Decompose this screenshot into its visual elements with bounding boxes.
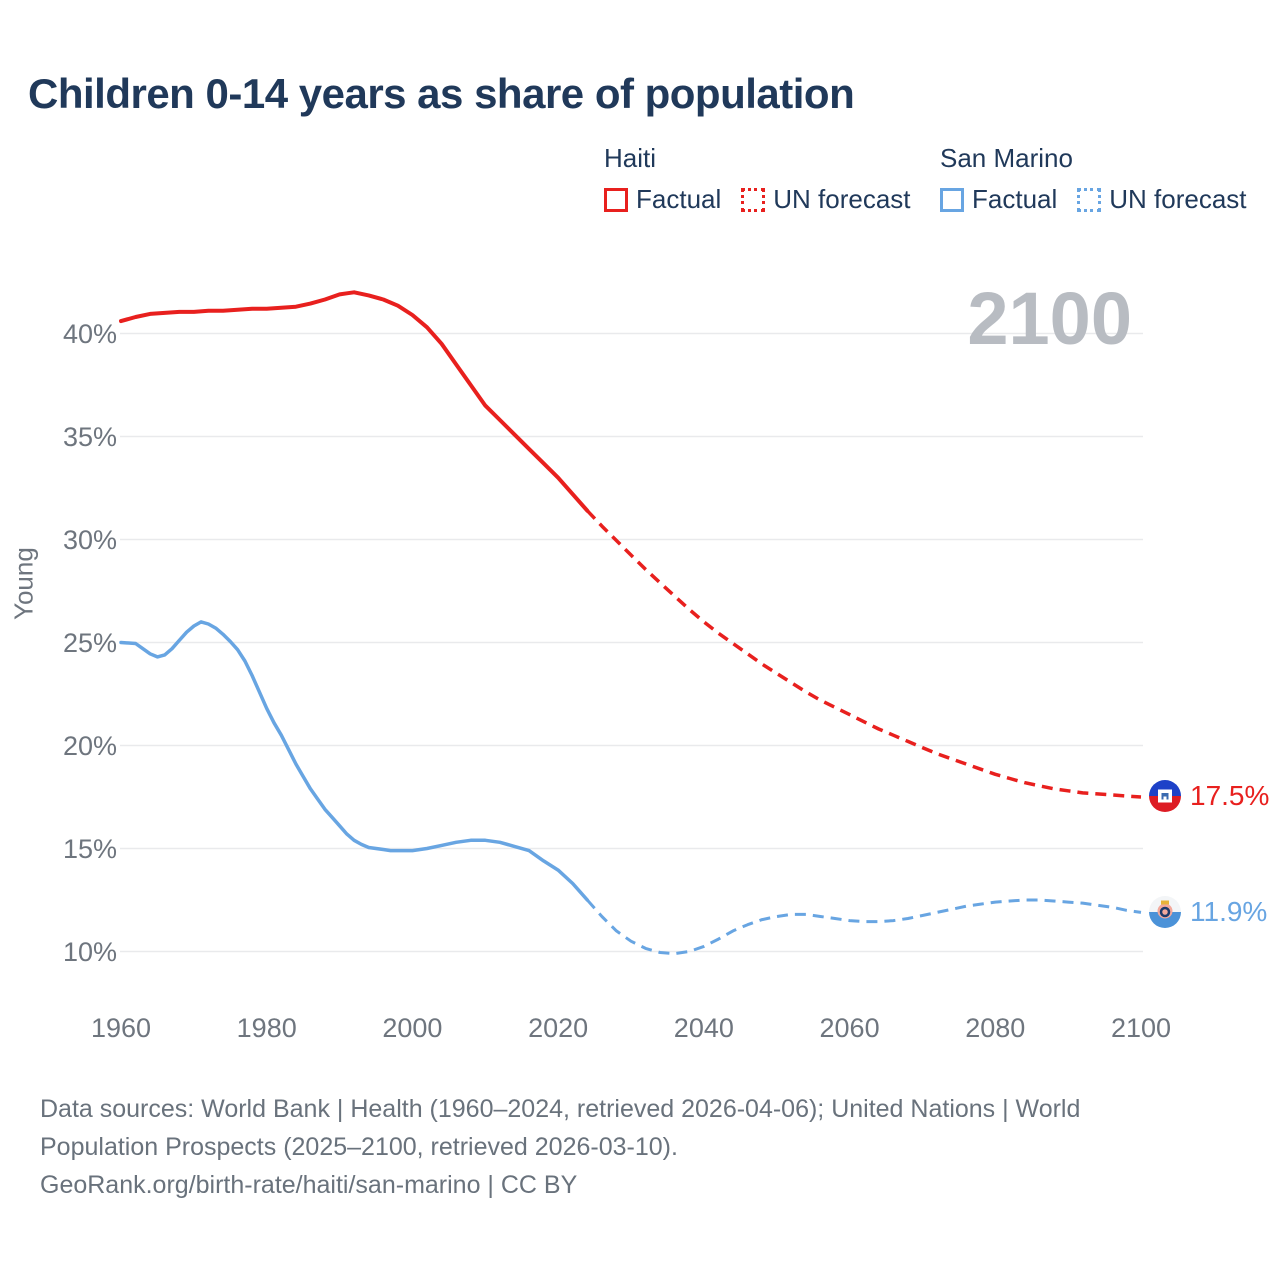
haiti-end-value-label: 17.5% — [1190, 780, 1270, 811]
series-san-marino-un-forecast — [587, 900, 1141, 954]
y-tick-label: 20% — [62, 730, 117, 761]
san-marino-factual-swatch-icon — [940, 188, 964, 212]
series-haiti-factual — [121, 292, 587, 510]
san-marino-flag-icon — [1149, 896, 1181, 928]
footer-line-3: GeoRank.org/birth-rate/haiti/san-marino | CC BY — [40, 1171, 578, 1199]
legend-row-san-marino — [940, 184, 1247, 215]
y-tick-label: 25% — [62, 627, 117, 658]
x-tick-label: 1980 — [236, 1013, 297, 1043]
watermark-year: 2100 — [967, 277, 1132, 360]
y-tick-label: 15% — [62, 833, 117, 864]
y-tick-label: 10% — [62, 936, 117, 967]
y-tick-label: 40% — [62, 318, 117, 349]
haiti-forecast-swatch-icon — [741, 188, 765, 212]
chart-page: Children 0-14 years as share of population 2100 Haiti Factual UN forecast San Marino Factual UN forecast Young 40% 35% 30% 25% 20% 15% 10% 1960 1980 2000 2020 2040 2060 2080 2100 17.5% 11.9% Data sources: World Bank | Health (1960–2024, retrieved 2026-04-06); United Nations | World Population Prospects (2025–2100, retrieved 2026-03-10). GeoRank.org/birth-rate/haiti/san-marino | CC BY — [0, 0, 1280, 1280]
haiti-forecast-label: UN forecast — [773, 184, 911, 214]
x-tick-label: 2080 — [965, 1013, 1026, 1043]
san-marino-forecast-swatch-icon — [1077, 188, 1101, 212]
y-tick-label: 30% — [62, 524, 117, 555]
legend-group-haiti: Haiti — [604, 143, 657, 173]
san-marino-end-value-label: 11.9% — [1190, 896, 1268, 927]
series-lines — [121, 292, 1141, 953]
x-tick-label: 2100 — [1110, 1013, 1172, 1043]
series-haiti-un-forecast — [587, 511, 1141, 797]
haiti-factual-swatch-icon — [604, 188, 628, 212]
san-marino-forecast-label: UN forecast — [1109, 184, 1247, 214]
haiti-factual-label: Factual — [636, 184, 722, 214]
legend-row-haiti — [604, 184, 911, 215]
gridlines — [120, 334, 1143, 952]
x-tick-label: 2040 — [673, 1013, 734, 1043]
legend-group-san-marino: San Marino — [940, 143, 1073, 173]
x-tick-label: 1960 — [90, 1013, 152, 1043]
footer-line-1: Data sources: World Bank | Health (1960–2024, retrieved 2026-04-06); United Nations | World — [40, 1095, 1081, 1123]
y-tick-label: 35% — [62, 421, 117, 452]
x-tick-label: 2060 — [819, 1013, 880, 1043]
series-san-marino-factual — [121, 622, 587, 900]
footer-line-2: Population Prospects (2025–2100, retrieved 2026-03-10). — [40, 1133, 678, 1161]
x-tick-label: 2020 — [528, 1013, 589, 1043]
haiti-flag-icon — [1149, 780, 1181, 812]
page-title: Children 0-14 years as share of population — [28, 70, 855, 117]
x-tick-label: 2000 — [382, 1013, 443, 1043]
san-marino-factual-label: Factual — [972, 184, 1058, 214]
data-sources-footer — [40, 1090, 1160, 1204]
